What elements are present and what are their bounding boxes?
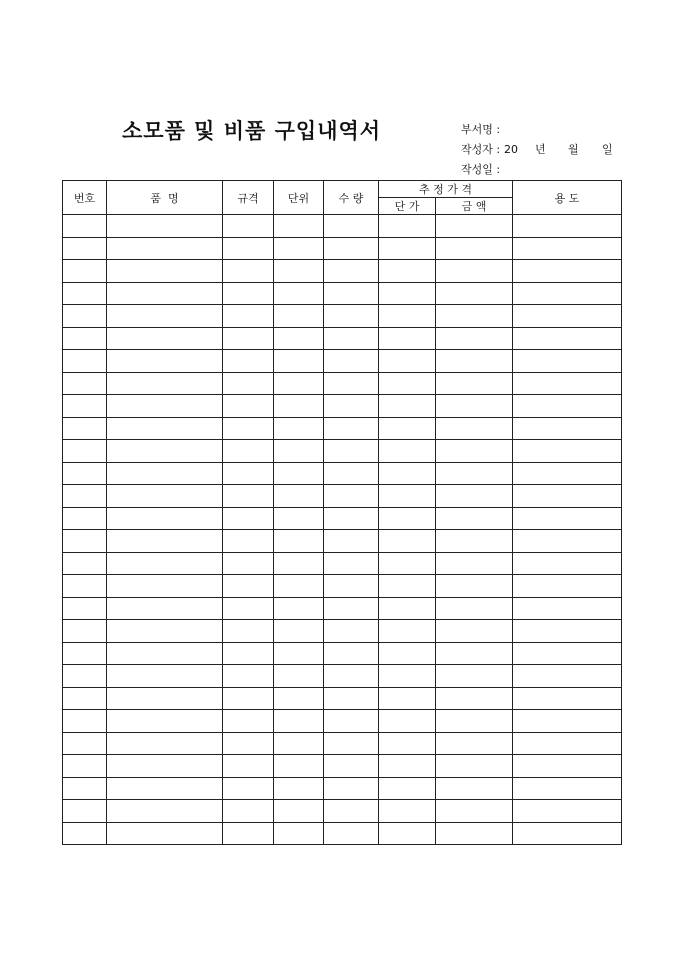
cell-number[interactable] (63, 665, 107, 688)
cell-amount[interactable] (436, 305, 513, 328)
cell-unit-price[interactable] (379, 732, 436, 755)
cell-unit[interactable] (274, 732, 324, 755)
cell-spec[interactable] (223, 260, 274, 283)
cell-purpose[interactable] (513, 215, 622, 238)
cell-unit-price[interactable] (379, 642, 436, 665)
cell-spec[interactable] (223, 530, 274, 553)
cell-amount[interactable] (436, 642, 513, 665)
cell-purpose[interactable] (513, 800, 622, 823)
cell-amount[interactable] (436, 620, 513, 643)
cell-unit-price[interactable] (379, 260, 436, 283)
purchase-table (62, 180, 622, 845)
cell-item-name[interactable] (107, 530, 223, 553)
cell-unit-price[interactable] (379, 597, 436, 620)
cell-unit[interactable] (274, 755, 324, 778)
cell-spec[interactable] (223, 507, 274, 530)
cell-item-name[interactable] (107, 777, 223, 800)
cell-item-name[interactable] (107, 237, 223, 260)
cell-amount[interactable] (436, 507, 513, 530)
table-row (63, 732, 622, 755)
cell-amount[interactable] (436, 800, 513, 823)
table-row (63, 215, 622, 238)
cell-quantity[interactable] (324, 755, 379, 778)
cell-item-name[interactable] (107, 642, 223, 665)
document-meta (447, 100, 613, 176)
cell-number[interactable] (63, 260, 107, 283)
table-row (63, 552, 622, 575)
cell-number[interactable] (63, 710, 107, 733)
cell-item-name[interactable] (107, 305, 223, 328)
cell-amount[interactable] (436, 597, 513, 620)
cell-number[interactable] (63, 440, 107, 463)
cell-unit-price[interactable] (379, 282, 436, 305)
table-row (63, 417, 622, 440)
cell-purpose[interactable] (513, 777, 622, 800)
cell-amount[interactable] (436, 485, 513, 508)
cell-number[interactable] (63, 575, 107, 598)
cell-item-name[interactable] (107, 440, 223, 463)
cell-item-name[interactable] (107, 462, 223, 485)
cell-spec[interactable] (223, 485, 274, 508)
table-row (63, 462, 622, 485)
cell-unit[interactable] (274, 665, 324, 688)
cell-spec[interactable] (223, 462, 274, 485)
cell-amount[interactable] (436, 237, 513, 260)
table-row (63, 260, 622, 283)
cell-unit-price[interactable] (379, 462, 436, 485)
cell-item-name[interactable] (107, 485, 223, 508)
cell-spec[interactable] (223, 822, 274, 845)
table-row (63, 395, 622, 418)
cell-unit-price[interactable] (379, 485, 436, 508)
cell-unit-price[interactable] (379, 417, 436, 440)
department-label: 부서명 : (461, 123, 501, 136)
cell-purpose[interactable] (513, 305, 622, 328)
cell-item-name[interactable] (107, 215, 223, 238)
table-row (63, 282, 622, 305)
date-day: 일 (602, 143, 613, 156)
document-title: 소모품 및 비품 구입내역서 (122, 119, 382, 143)
cell-unit-price[interactable] (379, 575, 436, 598)
cell-purpose[interactable] (513, 710, 622, 733)
table-row (63, 327, 622, 350)
cell-amount[interactable] (436, 417, 513, 440)
cell-number[interactable] (63, 462, 107, 485)
cell-unit-price[interactable] (379, 530, 436, 553)
cell-unit[interactable] (274, 417, 324, 440)
cell-number[interactable] (63, 800, 107, 823)
cell-number[interactable] (63, 530, 107, 553)
header-estimated-price: 추 정 가 격 (379, 181, 513, 198)
cell-spec[interactable] (223, 575, 274, 598)
table-row (63, 237, 622, 260)
cell-unit-price[interactable] (379, 350, 436, 373)
cell-quantity[interactable] (324, 530, 379, 553)
cell-unit-price[interactable] (379, 822, 436, 845)
cell-item-name[interactable] (107, 575, 223, 598)
cell-item-name[interactable] (107, 507, 223, 530)
cell-quantity[interactable] (324, 687, 379, 710)
cell-item-name[interactable] (107, 710, 223, 733)
cell-unit[interactable] (274, 642, 324, 665)
date-month: 월 (568, 143, 579, 156)
cell-unit-price[interactable] (379, 440, 436, 463)
cell-amount[interactable] (436, 732, 513, 755)
cell-spec[interactable] (223, 620, 274, 643)
cell-purpose[interactable] (513, 395, 622, 418)
cell-amount[interactable] (436, 350, 513, 373)
cell-quantity[interactable] (324, 282, 379, 305)
cell-amount[interactable] (436, 372, 513, 395)
cell-spec[interactable] (223, 642, 274, 665)
cell-unit-price[interactable] (379, 665, 436, 688)
cell-quantity[interactable] (324, 597, 379, 620)
cell-unit-price[interactable] (379, 800, 436, 823)
cell-item-name[interactable] (107, 395, 223, 418)
cell-amount[interactable] (436, 215, 513, 238)
date-year: 년 (535, 143, 546, 156)
cell-amount[interactable] (436, 282, 513, 305)
cell-quantity[interactable] (324, 800, 379, 823)
cell-quantity[interactable] (324, 620, 379, 643)
cell-item-name[interactable] (107, 687, 223, 710)
cell-quantity[interactable] (324, 350, 379, 373)
cell-number[interactable] (63, 327, 107, 350)
cell-unit[interactable] (274, 462, 324, 485)
table-row (63, 440, 622, 463)
cell-quantity[interactable] (324, 372, 379, 395)
cell-number[interactable] (63, 552, 107, 575)
table-row (63, 575, 622, 598)
cell-spec[interactable] (223, 237, 274, 260)
cell-unit-price[interactable] (379, 620, 436, 643)
date-row (447, 140, 613, 176)
table-row (63, 710, 622, 733)
header-unit-price: 단 가 (379, 198, 436, 215)
cell-number[interactable] (63, 597, 107, 620)
date-label: 작성일 : (461, 163, 501, 176)
cell-number[interactable] (63, 822, 107, 845)
header-unit: 단위 (274, 181, 324, 215)
cell-spec[interactable] (223, 777, 274, 800)
cell-spec[interactable] (223, 305, 274, 328)
cell-spec[interactable] (223, 800, 274, 823)
header-spec: 규격 (223, 181, 274, 215)
cell-spec[interactable] (223, 395, 274, 418)
cell-spec[interactable] (223, 350, 274, 373)
cell-spec[interactable] (223, 687, 274, 710)
cell-unit[interactable] (274, 710, 324, 733)
cell-quantity[interactable] (324, 665, 379, 688)
cell-unit[interactable] (274, 237, 324, 260)
author-label: 작성자 : (461, 143, 501, 156)
cell-item-name[interactable] (107, 800, 223, 823)
cell-amount[interactable] (436, 395, 513, 418)
cell-purpose[interactable] (513, 755, 622, 778)
cell-unit-price[interactable] (379, 237, 436, 260)
cell-purpose[interactable] (513, 597, 622, 620)
cell-number[interactable] (63, 305, 107, 328)
header-item-name: 품 명 (107, 181, 223, 215)
cell-quantity[interactable] (324, 822, 379, 845)
cell-number[interactable] (63, 642, 107, 665)
cell-number[interactable] (63, 620, 107, 643)
cell-purpose[interactable] (513, 462, 622, 485)
cell-unit[interactable] (274, 530, 324, 553)
cell-purpose[interactable] (513, 372, 622, 395)
table-row (63, 800, 622, 823)
cell-spec[interactable] (223, 372, 274, 395)
cell-quantity[interactable] (324, 710, 379, 733)
cell-item-name[interactable] (107, 350, 223, 373)
cell-spec[interactable] (223, 440, 274, 463)
cell-amount[interactable] (436, 260, 513, 283)
cell-number[interactable] (63, 372, 107, 395)
cell-unit[interactable] (274, 327, 324, 350)
cell-unit[interactable] (274, 552, 324, 575)
cell-purpose[interactable] (513, 507, 622, 530)
cell-unit[interactable] (274, 575, 324, 598)
cell-item-name[interactable] (107, 597, 223, 620)
cell-amount[interactable] (436, 462, 513, 485)
cell-purpose[interactable] (513, 530, 622, 553)
cell-item-name[interactable] (107, 417, 223, 440)
cell-number[interactable] (63, 237, 107, 260)
cell-unit-price[interactable] (379, 215, 436, 238)
cell-purpose[interactable] (513, 642, 622, 665)
cell-quantity[interactable] (324, 215, 379, 238)
cell-quantity[interactable] (324, 395, 379, 418)
cell-quantity[interactable] (324, 305, 379, 328)
cell-spec[interactable] (223, 665, 274, 688)
table-row (63, 687, 622, 710)
table-body (63, 215, 622, 845)
cell-purpose[interactable] (513, 665, 622, 688)
cell-spec[interactable] (223, 282, 274, 305)
table-row (63, 350, 622, 373)
table-row (63, 597, 622, 620)
cell-quantity[interactable] (324, 440, 379, 463)
cell-unit[interactable] (274, 440, 324, 463)
cell-unit[interactable] (274, 350, 324, 373)
cell-amount[interactable] (436, 822, 513, 845)
cell-unit-price[interactable] (379, 755, 436, 778)
date-year-prefix: 20 (504, 143, 518, 156)
cell-unit[interactable] (274, 687, 324, 710)
cell-amount[interactable] (436, 530, 513, 553)
cell-purpose[interactable] (513, 237, 622, 260)
cell-spec[interactable] (223, 755, 274, 778)
table-row (63, 305, 622, 328)
cell-purpose[interactable] (513, 620, 622, 643)
cell-item-name[interactable] (107, 260, 223, 283)
cell-quantity[interactable] (324, 327, 379, 350)
cell-spec[interactable] (223, 732, 274, 755)
cell-amount[interactable] (436, 687, 513, 710)
cell-unit[interactable] (274, 777, 324, 800)
cell-spec[interactable] (223, 552, 274, 575)
cell-unit-price[interactable] (379, 710, 436, 733)
cell-quantity[interactable] (324, 507, 379, 530)
cell-unit-price[interactable] (379, 327, 436, 350)
cell-number[interactable] (63, 282, 107, 305)
cell-item-name[interactable] (107, 620, 223, 643)
cell-quantity[interactable] (324, 462, 379, 485)
header-purpose: 용 도 (513, 181, 622, 215)
cell-amount[interactable] (436, 327, 513, 350)
cell-unit-price[interactable] (379, 777, 436, 800)
cell-spec[interactable] (223, 417, 274, 440)
table-row (63, 485, 622, 508)
cell-purpose[interactable] (513, 282, 622, 305)
cell-unit[interactable] (274, 260, 324, 283)
cell-unit-price[interactable] (379, 687, 436, 710)
cell-unit[interactable] (274, 620, 324, 643)
header-number: 번호 (63, 181, 107, 215)
cell-unit[interactable] (274, 215, 324, 238)
cell-quantity[interactable] (324, 237, 379, 260)
cell-amount[interactable] (436, 777, 513, 800)
cell-number[interactable] (63, 215, 107, 238)
cell-quantity[interactable] (324, 575, 379, 598)
cell-spec[interactable] (223, 327, 274, 350)
cell-item-name[interactable] (107, 755, 223, 778)
table-row (63, 642, 622, 665)
cell-unit[interactable] (274, 372, 324, 395)
cell-number[interactable] (63, 755, 107, 778)
cell-number[interactable] (63, 417, 107, 440)
cell-purpose[interactable] (513, 327, 622, 350)
cell-purpose[interactable] (513, 440, 622, 463)
cell-unit[interactable] (274, 597, 324, 620)
cell-unit-price[interactable] (379, 507, 436, 530)
cell-purpose[interactable] (513, 417, 622, 440)
cell-quantity[interactable] (324, 552, 379, 575)
cell-amount[interactable] (436, 552, 513, 575)
cell-purpose[interactable] (513, 485, 622, 508)
cell-quantity[interactable] (324, 260, 379, 283)
header-amount: 금 액 (436, 198, 513, 215)
cell-number[interactable] (63, 777, 107, 800)
cell-quantity[interactable] (324, 485, 379, 508)
cell-number[interactable] (63, 485, 107, 508)
cell-purpose[interactable] (513, 552, 622, 575)
cell-spec[interactable] (223, 215, 274, 238)
cell-number[interactable] (63, 395, 107, 418)
department-row (447, 100, 501, 136)
table-row (63, 665, 622, 688)
cell-amount[interactable] (436, 440, 513, 463)
table-row (63, 507, 622, 530)
cell-unit[interactable] (274, 800, 324, 823)
table-row (63, 372, 622, 395)
cell-unit-price[interactable] (379, 305, 436, 328)
cell-unit[interactable] (274, 305, 324, 328)
header-quantity: 수 량 (324, 181, 379, 215)
cell-quantity[interactable] (324, 417, 379, 440)
cell-number[interactable] (63, 687, 107, 710)
cell-purpose[interactable] (513, 687, 622, 710)
cell-item-name[interactable] (107, 665, 223, 688)
cell-quantity[interactable] (324, 777, 379, 800)
cell-unit[interactable] (274, 485, 324, 508)
cell-number[interactable] (63, 350, 107, 373)
cell-amount[interactable] (436, 710, 513, 733)
cell-amount[interactable] (436, 575, 513, 598)
cell-unit-price[interactable] (379, 372, 436, 395)
cell-unit[interactable] (274, 507, 324, 530)
cell-item-name[interactable] (107, 822, 223, 845)
cell-number[interactable] (63, 732, 107, 755)
cell-amount[interactable] (436, 755, 513, 778)
cell-item-name[interactable] (107, 327, 223, 350)
cell-purpose[interactable] (513, 575, 622, 598)
cell-purpose[interactable] (513, 732, 622, 755)
cell-amount[interactable] (436, 665, 513, 688)
cell-unit[interactable] (274, 822, 324, 845)
cell-number[interactable] (63, 507, 107, 530)
cell-purpose[interactable] (513, 260, 622, 283)
cell-unit-price[interactable] (379, 395, 436, 418)
cell-item-name[interactable] (107, 282, 223, 305)
cell-unit[interactable] (274, 395, 324, 418)
cell-purpose[interactable] (513, 822, 622, 845)
cell-spec[interactable] (223, 710, 274, 733)
table-row (63, 620, 622, 643)
table-row (63, 822, 622, 845)
cell-quantity[interactable] (324, 642, 379, 665)
cell-item-name[interactable] (107, 372, 223, 395)
cell-unit-price[interactable] (379, 552, 436, 575)
cell-spec[interactable] (223, 597, 274, 620)
cell-unit[interactable] (274, 282, 324, 305)
cell-quantity[interactable] (324, 732, 379, 755)
cell-purpose[interactable] (513, 350, 622, 373)
table-row (63, 530, 622, 553)
table-row (63, 755, 622, 778)
table-row (63, 777, 622, 800)
cell-item-name[interactable] (107, 552, 223, 575)
cell-item-name[interactable] (107, 732, 223, 755)
